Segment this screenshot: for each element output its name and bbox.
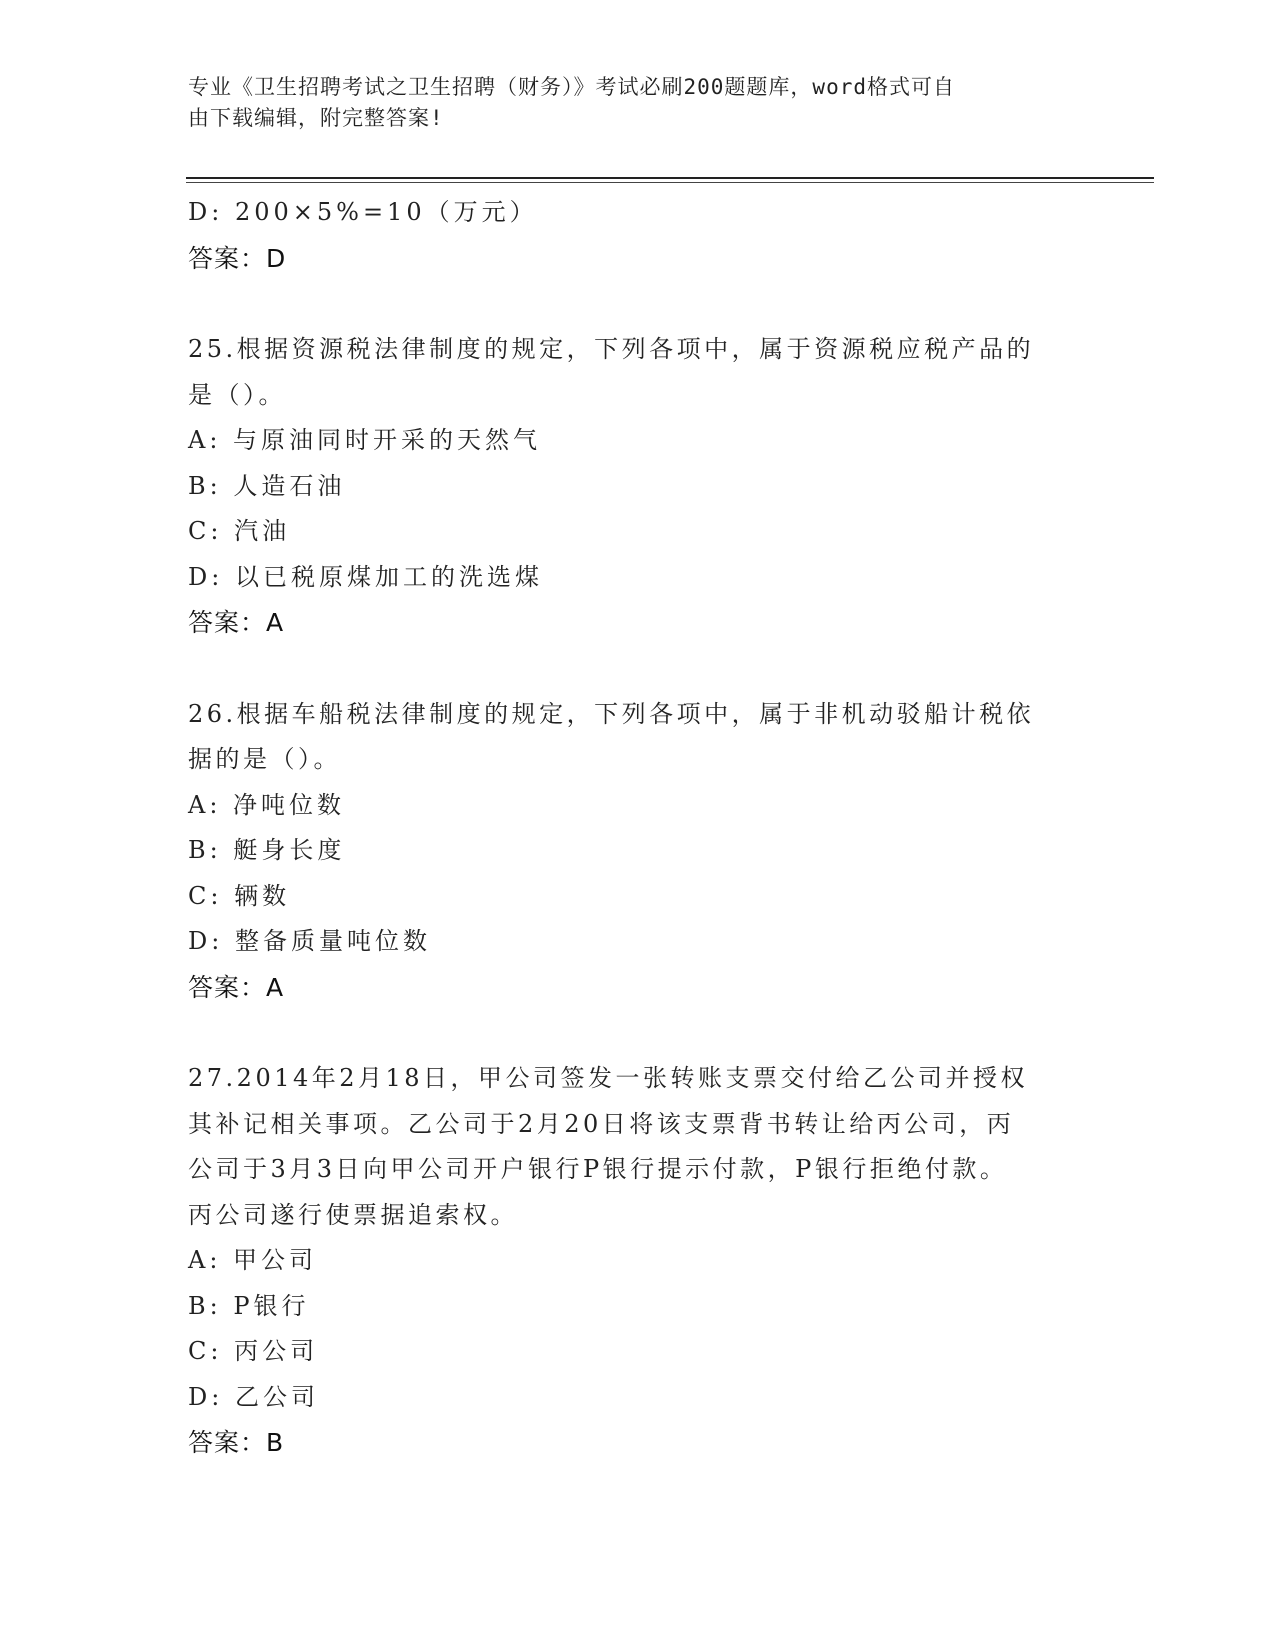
header-line-2: 由下载编辑，附完整答案! xyxy=(188,106,444,130)
answer: 答案：D xyxy=(188,243,287,273)
spacer xyxy=(188,281,1088,327)
option-b: B: P银行 xyxy=(188,1291,310,1320)
question-26 xyxy=(188,692,1088,1011)
answer: 答案：B xyxy=(188,1428,285,1457)
answer: 答案：A xyxy=(188,972,285,1002)
question-27 xyxy=(188,1056,1088,1466)
question-stem: 25.根据资源税法律制度的规定，下列各项中，属于资源税应税产品的 xyxy=(188,335,1035,363)
header-divider-thin xyxy=(186,182,1154,183)
option-c: C: 汽油 xyxy=(188,517,291,545)
option-d: D: 200×5%=10（万元） xyxy=(188,198,538,226)
question-25 xyxy=(188,327,1088,646)
question-stem: 26.根据车船税法律制度的规定，下列各项中，属于非机动驳船计税依 xyxy=(188,699,1035,728)
question-content xyxy=(188,190,1088,1466)
question-stem: 27.2014年2月18日，甲公司签发一张转账支票交付给乙公司并授权 xyxy=(188,1064,1029,1092)
answer: 答案：A xyxy=(188,608,285,637)
option-c: C: 丙公司 xyxy=(188,1337,319,1365)
option-a: A: 与原油同时开采的天然气 xyxy=(188,426,542,454)
option-b: B: 人造石油 xyxy=(188,471,346,500)
question-stem: 丙公司遂行使票据追索权。 xyxy=(188,1200,518,1229)
option-a: A: 净吨位数 xyxy=(188,790,346,819)
spacer xyxy=(188,646,1088,692)
header-line-1: 专业《卫生招聘考试之卫生招聘（财务）》考试必刷200题题库，word格式可自 xyxy=(188,75,955,99)
question-stem: 其补记相关事项。乙公司于2月20日将该支票背书转让给丙公司，丙 xyxy=(188,1109,1015,1138)
option-d: D: 以已税原煤加工的洗选煤 xyxy=(188,562,543,591)
question-24-tail xyxy=(188,190,1088,281)
option-b: B: 艇身长度 xyxy=(188,836,346,864)
question-stem: 公司于3月3日向甲公司开户银行P银行提示付款，P银行拒绝付款。 xyxy=(188,1155,1008,1183)
option-d: D: 乙公司 xyxy=(188,1382,319,1411)
question-stem: 据的是（）。 xyxy=(188,745,341,773)
spacer xyxy=(188,1010,1088,1056)
page-header xyxy=(188,72,1068,134)
header-divider xyxy=(186,177,1154,179)
question-stem: 是（）。 xyxy=(188,380,286,409)
option-d: D: 整备质量吨位数 xyxy=(188,927,431,955)
option-a: A: 甲公司 xyxy=(188,1246,318,1274)
option-c: C: 辆数 xyxy=(188,881,291,910)
